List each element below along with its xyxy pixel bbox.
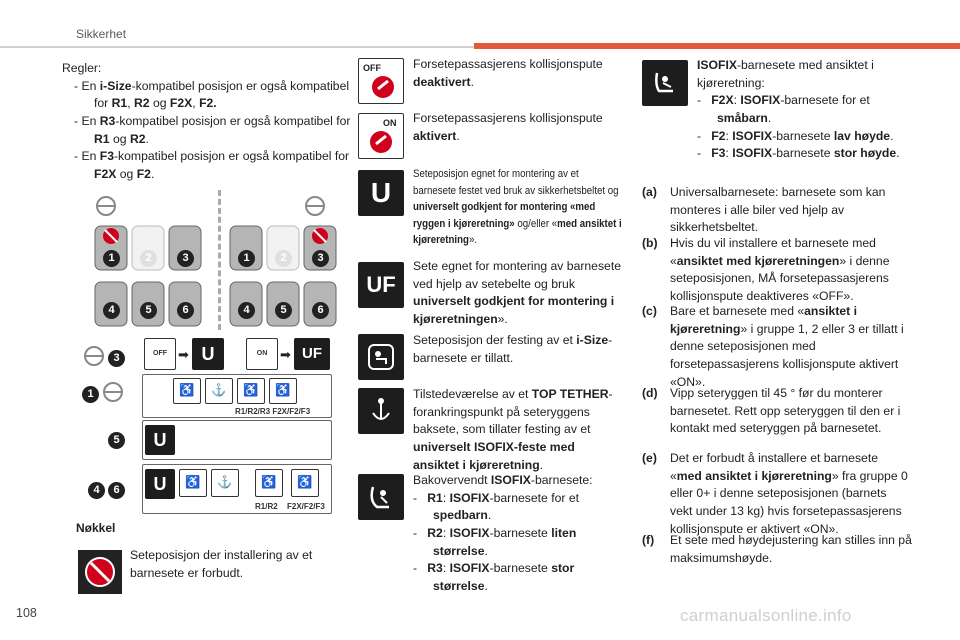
front-facing-seat-icon: ♿ xyxy=(291,469,319,497)
rear-size-label-a: R1/R2 xyxy=(255,502,278,511)
note-b: (b) Hvis du vil installere et barnesete med «ansiktet med kjøreretningen» i denne seteposisjonen, MÅ forsetepassasjerens kollisjonspute deaktiveres «OFF». xyxy=(642,236,890,304)
list-item: - F3: ISOFIX-barnesete stor høyde. xyxy=(697,146,900,161)
steering-wheel-icon xyxy=(100,380,126,404)
rear-outer-row xyxy=(142,464,332,514)
row-label: 5 xyxy=(108,432,125,449)
seat-number: 2 xyxy=(275,250,292,267)
key-title: Nøkkel xyxy=(76,521,116,535)
universal-u-icon: U xyxy=(145,425,175,455)
airbag-on-icon xyxy=(358,113,404,159)
forbidden-icon xyxy=(83,555,117,589)
seat-layout-diagram xyxy=(90,188,340,338)
section-title: Sikkerhet xyxy=(76,27,127,41)
note-e: (e) Det er forbudt å installere et barnesete «med ansiktet i kjøreretning» fra gruppe 0 eller 0+ i denne seteposisjonen (barnets vekt under 13 kg) hvis forsetepassasjerens kollisjonspute er aktivert «ON». xyxy=(642,451,908,536)
front-passenger-row xyxy=(142,336,332,372)
rear-facing-seat-icon xyxy=(358,474,404,520)
header-accent-bar xyxy=(474,43,960,49)
row-label: 4 xyxy=(88,482,105,499)
universal-u-icon: U xyxy=(192,338,224,370)
rules-intro: Regler: xyxy=(62,61,102,75)
front-facing-seat-icon xyxy=(642,60,688,106)
note-a: (a) Universalbarnesete: barnesete som kan monteres i alle biler ved hjelp av sikkerhetsbeltet. xyxy=(642,185,886,235)
seat-number: 4 xyxy=(103,302,120,319)
airbag-off-icon: OFF xyxy=(144,338,176,370)
isize-description: Seteposisjon der festing av et i-Size-barnesete er tillatt. xyxy=(413,333,613,365)
seat-applicability-table xyxy=(80,336,332,516)
airbag-on-description: Forsetepassasjerens kollisjonspute aktivert. xyxy=(413,111,603,143)
rule-item: - En R3-kompatibel posisjon er også kompatibel for R1 og R2. xyxy=(74,114,351,146)
front-facing-description: ISOFIX-barnesete med ansiktet i kjøreretning: - F2X: ISOFIX-barnesete for et småbarn. - F2: ISOFIX-barnesete lav høyde. - F3: ISOFIX-barnesete stor høyde. xyxy=(697,57,917,163)
car-divider xyxy=(218,190,221,330)
universal-uf-icon: UF xyxy=(358,262,404,308)
u-description: Seteposisjon egnet for montering av et barnesete festet ved bruk av sikkerhetsbeltet og universelt godkjent for montering «med ryggen i kjøreretning» og/eller «med ansiktet i kjøreretning». xyxy=(413,168,622,246)
airbag-off-icon xyxy=(358,58,404,104)
note-c: (c) Bare et barnesete med «ansiktet i kjøreretning» i gruppe 1, 2 eller 3 er tillatt i denne seteposisjonen med forsetepassasjerens kollisjonspute aktivert «ON». xyxy=(642,304,904,389)
seat-number: 3 xyxy=(312,250,329,267)
rear-size-label-b: F2X/F2/F3 xyxy=(287,502,325,511)
seat-number: 6 xyxy=(312,302,329,319)
row-label: 1 xyxy=(82,386,99,403)
top-tether-description: Tilstedeværelse av et TOP TETHER-forankringspunkt på seteryggens baksete, som tillater festing av et universelt ISOFIX-feste med ansiktet i kjøreretning. xyxy=(413,387,613,472)
list-item: - R3: ISOFIX-barnesete stor størrelse. xyxy=(413,561,575,594)
seat-number: 5 xyxy=(275,302,292,319)
top-tether-icon xyxy=(358,388,404,434)
seat-number: 3 xyxy=(177,250,194,267)
top-tether-icon: ⚓ xyxy=(211,469,239,497)
seat-number: 1 xyxy=(238,250,255,267)
svg-text:OFF: OFF xyxy=(363,63,381,73)
svg-text:ON: ON xyxy=(383,118,397,128)
row-label: 3 xyxy=(108,350,125,367)
list-item: - F2X: ISOFIX-barnesete for et småbarn. xyxy=(697,93,870,126)
list-item: - R1: ISOFIX-barnesete for et spedbarn. xyxy=(413,490,579,523)
rear-facing-seat-icon: ♿ xyxy=(255,469,283,497)
isize-seat-icon: ♿ xyxy=(173,378,201,404)
isize-seat-icon: ♿ xyxy=(179,469,207,497)
isofix-row-front xyxy=(142,374,332,418)
forbidden-description: Seteposisjon der installering av et barnesete er forbudt. xyxy=(130,548,313,580)
isofix-size-label: R1/R2/R3 F2X/F2/F3 xyxy=(235,407,311,416)
note-f: (f) Et sete med høydejustering kan stilles inn på maksimumshøyde. xyxy=(642,533,912,565)
uf-description: Sete egnet for montering av barnesete ved hjelp av setebelte og bruk universelt godkjent for montering i kjøreretningen». xyxy=(413,259,621,327)
universal-uf-icon: UF xyxy=(294,338,330,370)
list-item: - R2: ISOFIX-barnesete liten størrelse. xyxy=(413,526,577,558)
watermark: carmanualsonline.info xyxy=(680,606,852,625)
top-tether-icon: ⚓ xyxy=(205,378,233,404)
front-facing-seat-icon: ♿ xyxy=(269,378,297,404)
airbag-off-description: Forsetepassasjerens kollisjonspute deaktivert. xyxy=(413,57,603,89)
header-divider xyxy=(0,46,474,48)
rear-center-row xyxy=(142,420,332,460)
rear-facing-description: Bakovervendt ISOFIX-barnesete: - R1: ISOFIX-barnesete for et spedbarn. - R2: ISOFIX-barnesete liten størrelse. - R3: ISOFIX-barnesete stor størrelse. xyxy=(413,472,618,596)
seat-number: 4 xyxy=(238,302,255,319)
seat-number: 5 xyxy=(140,302,157,319)
rear-facing-seat-icon: ♿ xyxy=(237,378,265,404)
forbidden-icon-box xyxy=(78,550,122,594)
steering-wheel-icon xyxy=(82,344,106,368)
arrow-right-icon: ➡ xyxy=(178,347,189,362)
page-number: 108 xyxy=(16,606,37,620)
rules-block xyxy=(62,60,352,184)
seat-number: 2 xyxy=(140,250,157,267)
universal-u-icon: U xyxy=(358,170,404,216)
rule-item: - En i-Size-kompatibel posisjon er også kompatibel for R1, R2 og F2X, F2. xyxy=(74,78,350,111)
seat-number: 6 xyxy=(177,302,194,319)
rule-item: - En F3-kompatibel posisjon er også kompatibel for F2X og F2. xyxy=(74,149,350,182)
note-d: (d) Vipp seteryggen til 45 ° før du monterer barnesetet. Rett opp seteryggen til den er i kontakt med seteryggen på barnesetet. xyxy=(642,386,901,436)
airbag-on-icon: ON xyxy=(246,338,278,370)
list-item: - F2: ISOFIX-barnesete lav høyde. xyxy=(697,128,894,143)
isize-seat-icon xyxy=(358,334,404,380)
universal-u-icon: U xyxy=(145,469,175,499)
seat-number: 1 xyxy=(103,250,120,267)
arrow-right-icon: ➡ xyxy=(280,347,291,362)
row-label: 6 xyxy=(108,482,125,499)
